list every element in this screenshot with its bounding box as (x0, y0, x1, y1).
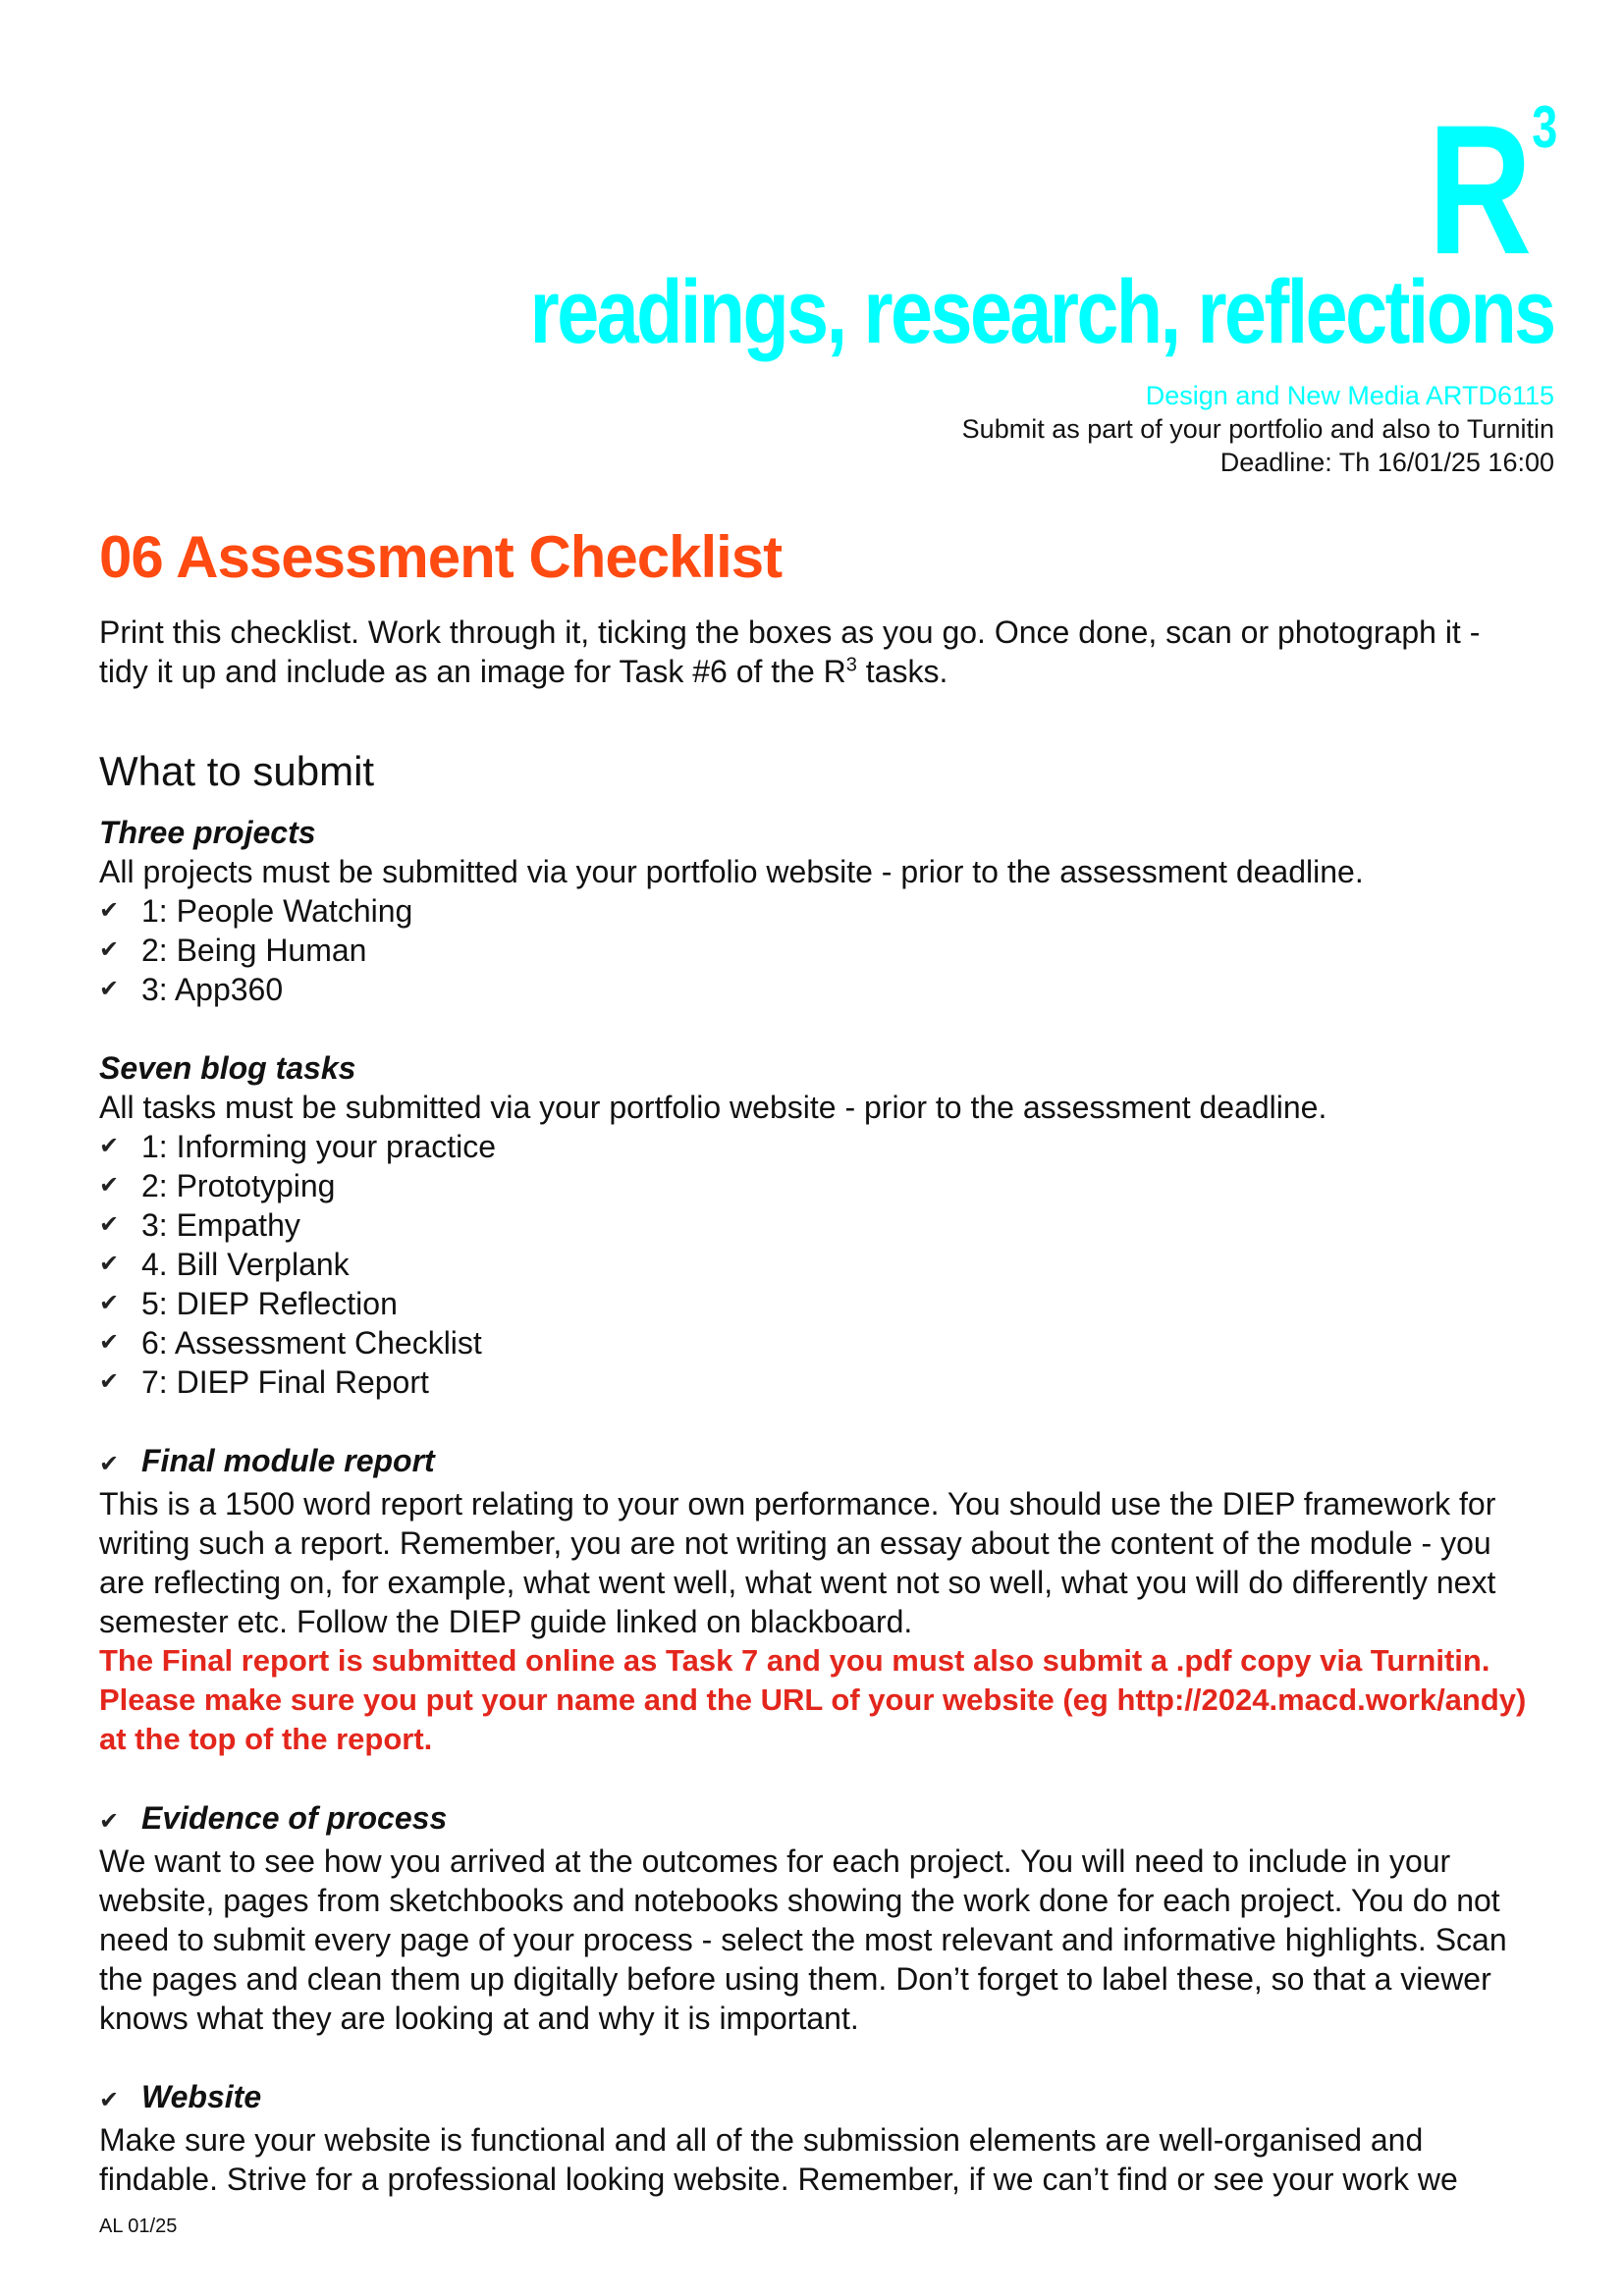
checkmark-icon: ✔ (99, 1451, 120, 1477)
checkmark-icon: ✔ (99, 1211, 120, 1238)
checkmark-icon: ✔ (99, 1133, 120, 1159)
list-item[interactable]: ✔ 4. Bill Verplank (99, 1247, 350, 1282)
intro-superscript: 3 (845, 654, 857, 676)
submit-note: Submit as part of your portfolio and also to Turnitin (961, 414, 1554, 444)
footer-code: AL 01/25 (99, 2216, 178, 2237)
deadline: Deadline: Th 16/01/25 16:00 (1219, 448, 1554, 477)
evidence-section (99, 1798, 1533, 2038)
list-item[interactable]: ✔ 3: Empathy (99, 1207, 300, 1243)
projects-description: All projects must be submitted via your portfolio website - prior to the assessment deadline. (99, 854, 1364, 889)
blog-tasks-checklist (99, 1127, 1533, 1402)
blog-tasks-heading: Seven blog tasks (99, 1050, 356, 1086)
final-report-section (99, 1441, 1533, 1759)
website-section (99, 2077, 1533, 2199)
list-item[interactable]: ✔ 2: Being Human (99, 933, 367, 968)
checkmark-icon: ✔ (99, 1290, 120, 1316)
list-item[interactable]: ✔ 2: Prototyping (99, 1168, 336, 1203)
website-body: Make sure your website is functional and all of the submission elements are well-organised and findable. Strive for a professional looking website. Remember, if we can’t find or see your work we (99, 2122, 1458, 2197)
blog-tasks-description: All tasks must be submitted via your portfolio website - prior to the assessment deadline. (99, 1090, 1327, 1125)
list-item[interactable]: ✔ 3: App360 (99, 972, 284, 1007)
checkmark-icon: ✔ (99, 2087, 120, 2113)
projects-checklist (99, 891, 1533, 1009)
checkmark-icon: ✔ (99, 976, 120, 1002)
list-item[interactable]: ✔ 6: Assessment Checklist (99, 1325, 482, 1361)
projects-heading: Three projects (99, 815, 316, 850)
evidence-heading[interactable]: ✔ Evidence of process (99, 1798, 1533, 1842)
final-report-heading[interactable]: ✔ Final module report (99, 1441, 1533, 1484)
course-meta (962, 379, 1554, 479)
checkmark-icon: ✔ (99, 1251, 120, 1277)
blog-tasks-section (99, 1048, 1533, 1402)
final-report-body: This is a 1500 word report relating to your own performance. You should use the DIEP framework for writing such a report. Remember, you are not writing an essay about the content of the module - you are reflecting on, for example, what went well, what went not so well, what you will do differently next semester etc. Follow the DIEP guide linked on blackboard. (99, 1486, 1496, 1639)
section-heading-what-to-submit: What to submit (99, 748, 375, 794)
list-item[interactable]: ✔ 1: Informing your practice (99, 1129, 497, 1164)
list-item[interactable]: ✔ 1: People Watching (99, 893, 413, 929)
main-content (99, 518, 1533, 2238)
logo-letter: R (1428, 86, 1529, 293)
logo-superscript: 3 (1532, 94, 1554, 160)
checkmark-icon: ✔ (99, 1368, 120, 1395)
checkmark-icon: ✔ (99, 1329, 120, 1356)
page-title: 06 Assessment Checklist (99, 524, 783, 590)
projects-section (99, 813, 1533, 1009)
checkmark-icon: ✔ (99, 897, 120, 924)
tagline: readings, research, reflections (530, 262, 1554, 362)
evidence-body: We want to see how you arrived at the outcomes for each project. You will need to include in your website, pages from sketchbooks and notebooks showing the work done for each project. You do not need to submit every page of your process - select the most relevant and informative highlights. Scan the pages and clean them up digitally before using them. Don’t forget to label these, so that a viewer knows what they are looking at and why it is important. (99, 1843, 1507, 2036)
intro-text: Print this checklist. Work through it, ticking the boxes as you go. Once done, scan or photograph it - tidy it up and include as an image for Task #6 of the $R^3$ tasks. (99, 614, 1481, 689)
list-item[interactable]: ✔ 7: DIEP Final Report (99, 1364, 429, 1400)
checkmark-icon: ✔ (99, 1172, 120, 1199)
course-name: Design and New Media ARTD6115 (1145, 381, 1554, 410)
list-item[interactable]: ✔ 5: DIEP Reflection (99, 1286, 398, 1321)
checkmark-icon: ✔ (99, 1808, 120, 1835)
checkmark-icon: ✔ (99, 936, 120, 963)
website-heading[interactable]: ✔ Website (99, 2077, 1533, 2120)
final-report-notice: The Final report is submitted online as Task 7 and you must also submit a .pdf copy via Turnitin. Please make sure you put your name and the URL of your website (eg http://2024.macd.work/andy) at the top of the report. (99, 1643, 1527, 1756)
